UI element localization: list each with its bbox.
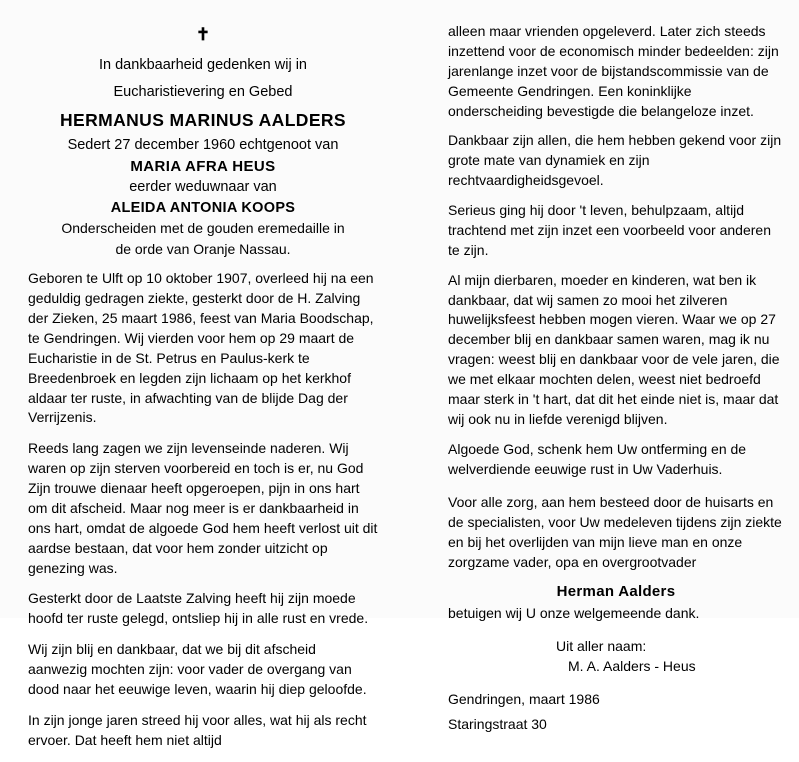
first-spouse-name: ALEIDA ANTONIA KOOPS xyxy=(110,199,296,216)
left-column xyxy=(28,0,378,762)
left-paragraph: Gesterkt door de Laatste Zalving heeft hij zijn moede hoofd ter ruste gelegd, ontsliep hij in alle rust en vrede. xyxy=(28,590,369,627)
thanks-closing: betuigen wij U onze welgemeende dank. xyxy=(448,604,700,621)
place-line: Gendringen, maart 1986 xyxy=(448,691,600,708)
signature-name: Herman Aalders xyxy=(556,582,676,600)
left-paragraph: In zijn jonge jaren streed hij voor alles, wat hij als recht ervoer. Dat heeft hem niet altijd xyxy=(28,711,367,748)
right-paragraph: Algoede God, schenk hem Uw ontferming en de welverdiende eeuwige rust in Uw Vaderhuis. xyxy=(448,440,747,477)
intro-line-1: In dankbaarheid gedenken wij in xyxy=(99,57,307,73)
place-block xyxy=(448,689,784,734)
spouse-name: MARIA AFRA HEUS xyxy=(130,157,276,175)
left-paragraph: Wij zijn blij en dankbaar, dat we bij dit afscheid aanwezig mochten zijn: voor vader de overgang van dood naar het eeuwige leven, waarin hij diep geloofde. xyxy=(28,641,367,697)
right-column xyxy=(448,0,784,734)
right-paragraph: alleen maar vrienden opgeleverd. Later zich steeds inzettend voor de economisch minder bedeelden: zijn jarenlange inzet voor de bijstandscommissie van de Gemeente Gendringen. Een koninklijke onderscheiding bevestigde die belangeloze inzet. xyxy=(448,23,779,119)
right-paragraph: Dankbaar zijn allen, die hem hebben gekend voor zijn grote mate van dynamiek en zijn rechtvaardigheidsgevoel. xyxy=(448,132,782,189)
left-paragraph: Reeds lang zagen we zijn levenseinde naderen. Wij waren op zijn sterven voorbereid en toch is er, nu God Zijn trouwe dienaar heeft opgeroepen, pijn in ons hart om dit afscheid. Maar nog meer is er dankbaarheid in ons hart, omdat de algoede God hem heeft verlost uit dit aardse bestaan, dat voor hem zonder uitzicht op genezing was. xyxy=(28,440,378,576)
intro-line-2: Eucharistievering en Gebed xyxy=(113,84,293,101)
from-block xyxy=(556,636,784,677)
deceased-name: HERMANUS MARINUS AALDERS xyxy=(59,110,347,131)
right-paragraph: Serieus ging hij door 't leven, behulpzaam, altijd trachtend met zijn inzet een voorbeeld voor anderen te zijn. xyxy=(448,202,771,258)
from-label: Uit aller naam: xyxy=(556,637,647,654)
cross-icon: ✝ xyxy=(195,25,211,44)
marriage-line: Sedert 27 december 1960 echtgenoot van xyxy=(67,136,339,153)
thanks-block xyxy=(448,493,784,734)
address-line: Staringstraat 30 xyxy=(448,715,547,732)
from-name: M. A. Aalders - Heus xyxy=(568,658,696,675)
decoration-line-1: Onderscheiden met de gouden eremedaille in xyxy=(61,220,345,237)
thanks-paragraph: Voor alle zorg, aan hem besteed door de huisarts en de specialisten, voor Uw medeleven tijdens zijn ziekte en bij het overlijden van mijn lieve man en onze zorgzame vader, opa en overgrootvader xyxy=(448,494,782,570)
right-paragraph: Al mijn dierbaren, moeder en kinderen, wat ben ik dankbaar, dat wij samen zo mooi het zilveren huwelijksfeest hebben mogen vieren. Waar we op 27 december blij en dankbaar samen waren, mag ik nu vragen: weest blij en dankbaar voor de vele jaren, die we met elkaar mochten delen, weest niet bedroefd maar sterk in 't hart, dat dit het einde niet is, maar dat wij ook nu in liefde verenigd blijven. xyxy=(448,271,780,427)
left-paragraph: Geboren te Ulft op 10 oktober 1907, overleed hij na een geduldig gedragen ziekte, gesterkt door de H. Zalving der Zieken, 25 maart 1986, feest van Maria Boodschap, te Gendringen. Wij vierden voor hem op 29 maart de Eucharistie in de St. Petrus en Paulus-kerk te Breedenbroek en legden zijn lichaam op het kerkhof aldaar ter ruste, in afwachting van de blijde Dag der Verrijzenis. xyxy=(28,270,374,426)
decoration-line-2: de orde van Oranje Nassau. xyxy=(115,240,291,257)
widower-line: eerder weduwnaar van xyxy=(129,178,277,195)
